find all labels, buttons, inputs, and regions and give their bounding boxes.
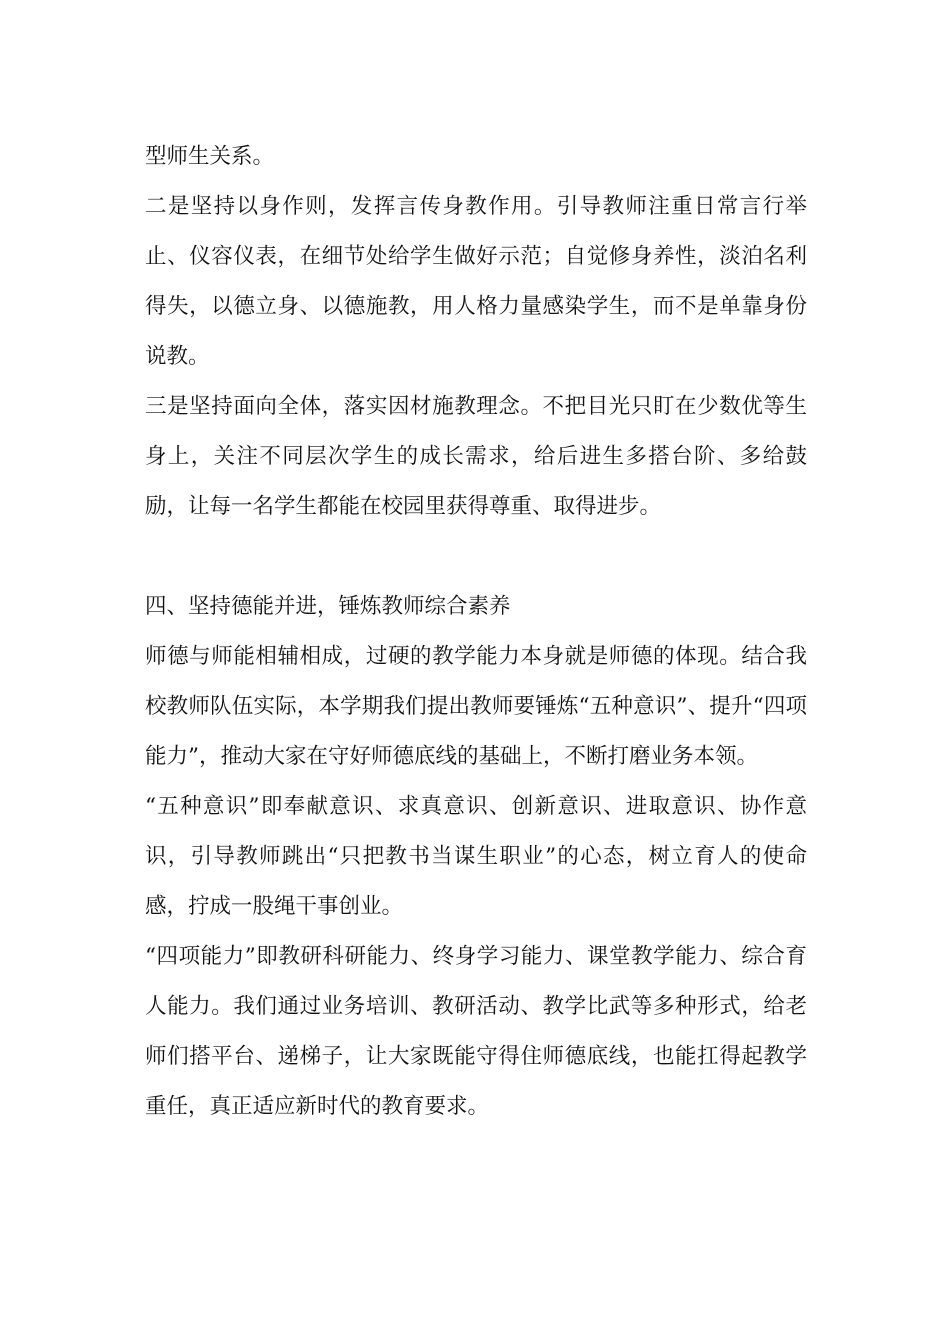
paragraph-four-abilities: “四项能力”即教研科研能力、终身学习能力、课堂教学能力、综合育人能力。我们通过业务培训、教研活动、教学比武等多种形式，给老师们搭平台、递梯子，让大家既能守得住师德底线，也能扛得起教学重任，真正适应新时代的教育要求。	[145, 944, 807, 1119]
paragraph-ethics-and-ability: 师德与师能相辅相成，过硬的教学能力本身就是师德的体现。结合我校教师队伍实际，本学期我们提出教师要锤炼“五种意识”、提升“四项能力”，推动大家在守好师德底线的基础上，不断打磨业务本领。	[145, 644, 807, 769]
paragraph-spacer	[145, 532, 807, 582]
document-body	[145, 132, 807, 1132]
paragraph-five-awareness: “五种意识”即奉献意识、求真意识、创新意识、进取意识、协作意识，引导教师跳出“只把教书当谋生职业”的心态，树立育人的使命感，拧成一股绳干事创业。	[145, 794, 807, 919]
paragraph-continuation: 型师生关系。	[145, 144, 275, 169]
section-heading: 四、坚持德能并进，锤炼教师综合素养	[145, 594, 511, 619]
paragraph-all-students: 三是坚持面向全体，落实因材施教理念。不把目光只盯在少数优等生身上，关注不同层次学生的成长需求，给后进生多搭台阶、多给鼓励，让每一名学生都能在校园里获得尊重、取得进步。	[145, 394, 807, 519]
paragraph-lead-by-example: 二是坚持以身作则，发挥言传身教作用。引导教师注重日常言行举止、仪容仪表，在细节处给学生做好示范；自觉修身养性，淡泊名利得失，以德立身、以德施教，用人格力量感染学生，而不是单靠身份说教。	[145, 194, 807, 369]
